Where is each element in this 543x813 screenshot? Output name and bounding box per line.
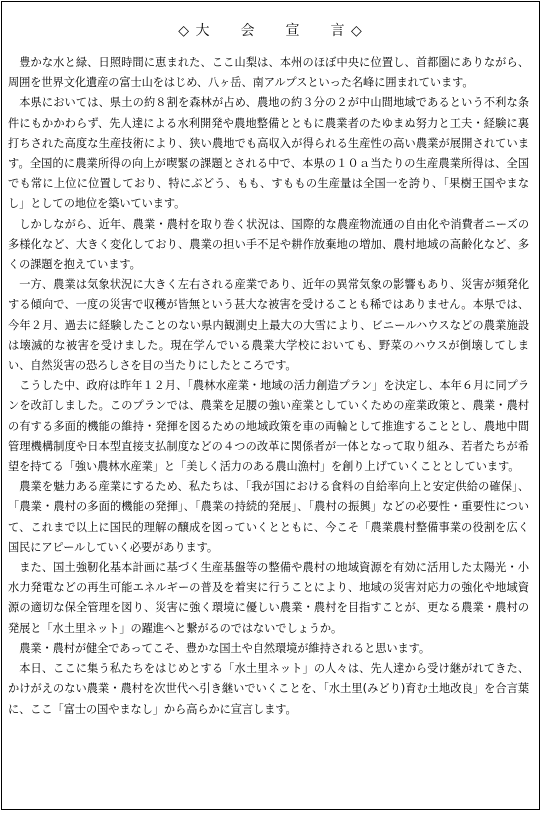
paragraph: 豊かな水と緑、日照時間に恵まれた、ここ山梨は、本州のほぼ中央に位置し、首都圏にありながら、周囲を世界文化遺産の富士山をはじめ、八ヶ岳、南アルプスといった名峰に囲まれています。 — [8, 56, 529, 90]
document-title: ◇ 大 会 宣 言 ◇ — [178, 23, 363, 39]
paragraph: また、国土強靭化基本計画に基づく生産基盤等の整備や農村の地域資源を有効に活用した太陽光・小水力発電などの再生可能エネルギーの普及を着実に行うことにより、地域の災害対応力の強化や地域資源の適切な保全管理を図り、災害に強く環境に優しい農業・農村を目指すことが、更なる農業・農村の発展と「水土里ネット」の躍進へと繋がるのではないでしょうか。 — [8, 561, 529, 635]
paragraph: 本日、ここに集う私たちをはじめとする「水土里ネット」の人々は、先人達から受け継がれてきた、かけがえのない農業・農村を次世代へ引き継いでいくことを、「水土里(みどり)育む土地改良」を合言葉に、ここ「富士の国やまなし」から高らかに宣言します。 — [8, 662, 529, 716]
paragraph: しかしながら、近年、農業・農村を取り巻く状況は、国際的な農産物流通の自由化や消費者ニーズの多様化など、大きく変化しており、農業の担い手不足や耕作放棄地の増加、農村地域の高齢化など、多くの課題を抱えています。 — [8, 217, 529, 272]
paragraph: こうした中、政府は昨年１２月、「農林水産業・地域の活力創造プラン」を決定し、本年６月に同プランを改訂しました。このプランでは、農業を足腰の強い産業としていくための産業政策と、農業・農村の有する多面的機能の維持・発揮を図るための地域政策を車の両輪として推進することとし、農地中間管理機構制度や日本型直接支払制度などの４つの改革に関係者が一体となって取り組み、若者たちが希望を持てる「強い農林水産業」と「美しく活力のある農山漁村」を創り上げていくこととしています。 — [8, 379, 529, 474]
document-frame — [1, 1, 540, 810]
document-body — [2, 53, 539, 720]
paragraph: 農業を魅力ある産業にするため、私たちは、「我が国における食料の自給率向上と安定供給の確保」、「農業・農村の多面的機能の発揮」、「農業の持続的発展」、「農村の振興」などの必要性・重要性について、これまで以上に国民的理解の醸成を図っていくとともに、今こそ「農業農村整備事業の役割を広く国民にアピールしていく必要があります。 — [8, 480, 529, 554]
paragraph: 一方、農業は気象状況に大きく左右される産業であり、近年の異常気象の影響もあり、災害が頻発化する傾向で、一度の災害で収穫が皆無という甚大な被害を受けることも稀ではありません。本県では、今年２月、過去に経験したことのない県内観測史上最大の大雪により、ビニールハウスなどの農業施設は壊滅的な被害を受けました。現在学んでいる農業大学校においても、野菜のハウスが倒壊してしまい、自然災害の恐ろしさを目の当たりにしたところです。 — [8, 278, 529, 373]
paragraph: 農業・農村が健全であってこそ、豊かな国土や自然環境が維持されると思います。 — [19, 641, 431, 655]
paragraph: 本県においては、県土の約８割を森林が占め、農地の約３分の２が中山間地域であるという不利な条件にもかかわらず、先人達による水利開発や農地整備とともに農業者のたゆまぬ努力と工夫・経験に裏打ちされた高度な生産技術により、狭い農地でも高収入が得られる生産性の高い農業が展開されています。全国的に農業所得の向上が喫緊の課題とされる中で、本県の１０ａ当たりの生産農業所得は、全国でも常に上位に位置しており、特にぶどう、もも、すももの生産量は全国一を誇り、「果樹王国やまなし」としての地位を築いています。 — [8, 96, 529, 211]
